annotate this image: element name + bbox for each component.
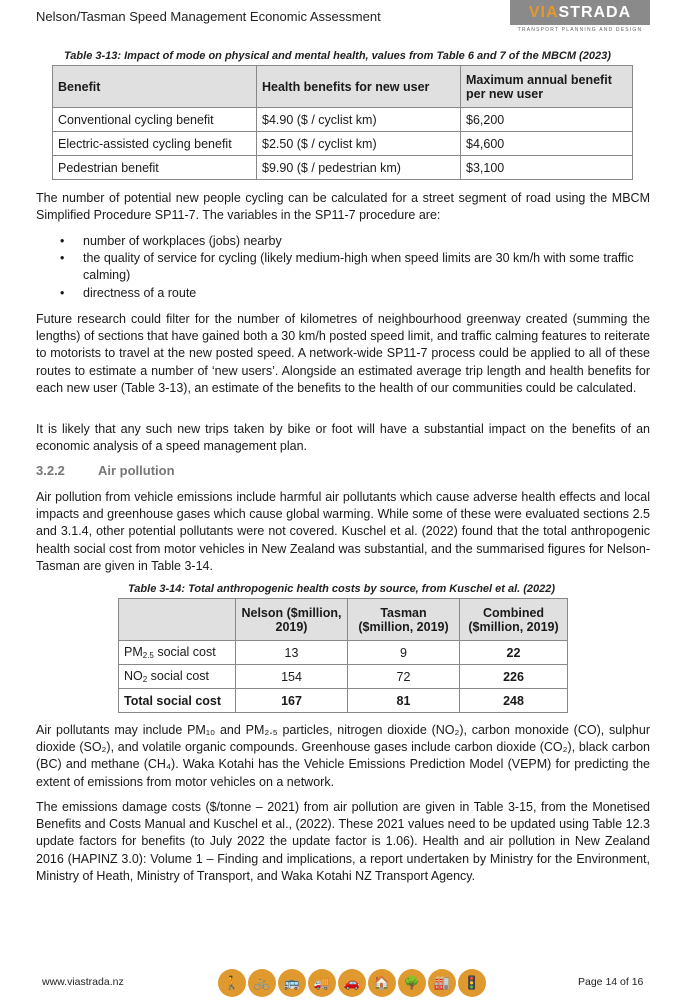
list-item-text: the quality of service for cycling (likely medium-high when speed limits are 30 km/h with some traffic calming) xyxy=(83,251,634,283)
list-item xyxy=(60,250,650,284)
row-label-rest: social cost xyxy=(153,645,216,659)
table-cell: 226 xyxy=(460,665,568,689)
row-label-main: PM xyxy=(124,645,143,659)
row-label-main: NO xyxy=(124,669,143,683)
car-icon: 🚗 xyxy=(338,969,366,997)
paragraph-future-research: Future research could filter for the number of kilometres of neighbourhood greenway created (summing the lengths) of sections that have gained both a 30 km/h posted speed limit, and traffic calming features to reiterate to motorists to travel at the new posted speed. A network-wide SP11-7 process could be applied to all of these routes to estimate a number of ‘new users’. Alongside an estimated average trip length and health benefits for each new user (Table 3-13), an estimate of the benefits to the health of our communities could be calculated. xyxy=(36,312,651,395)
table-cell: 81 xyxy=(348,689,460,713)
bullet-icon: • xyxy=(60,251,65,266)
row-label-rest: social cost xyxy=(147,669,210,683)
bullet-icon: • xyxy=(60,285,65,300)
pedestrian-icon: 🚶 xyxy=(218,969,246,997)
list-item xyxy=(60,285,650,302)
table-cell: $9.90 ($ / pedestrian km) xyxy=(257,156,461,180)
table-header-cell: Health benefits for new user xyxy=(257,66,461,108)
table-cell: 154 xyxy=(236,665,348,689)
table-cell: 22 xyxy=(460,641,568,665)
variables-list xyxy=(60,233,650,302)
paragraph-emissions-damage: The emissions damage costs ($/tonne – 2021) from air pollution are given in Table 3-15, from the Monetised Benefits and Costs Manual and Kuschel et al., (2022). These 2021 values need to be updated using Table 12.3 update factors for benefits (to July 2022 the update factor is 1.06). Health and air pollution in New Zealand 2016 (HAPINZ 3.0): Volume 1 – Finding and implications, a report undertaken by Ministry for the Environment, Ministry of Heath, Ministry of Transport, and Waka Kotahi NZ Transport Agency. xyxy=(36,800,650,883)
table-row xyxy=(53,132,633,156)
section-heading xyxy=(36,463,175,478)
table-header-cell: Combined ($million, 2019) xyxy=(460,599,568,641)
table-header-row xyxy=(53,66,633,108)
table1-caption: Table 3-13: Impact of mode on physical and mental health, values from Table 6 and 7 of the MBCM (2023) xyxy=(64,50,611,62)
table-cell: Pedestrian benefit xyxy=(53,156,257,180)
row-label-subscript: 2 xyxy=(142,675,148,684)
table-header-cell xyxy=(119,599,236,641)
table-row xyxy=(119,665,568,689)
table-row xyxy=(119,641,568,665)
table-cell: $3,100 xyxy=(461,156,633,180)
table-cell: Conventional cycling benefit xyxy=(53,108,257,132)
table-cell: $4.90 ($ / cyclist km) xyxy=(257,108,461,132)
table-cell: $6,200 xyxy=(461,108,633,132)
table-cell: $4,600 xyxy=(461,132,633,156)
bus-icon: 🚌 xyxy=(278,969,306,997)
house-icon: 🏠 xyxy=(368,969,396,997)
table-header-cell: Nelson ($million, 2019) xyxy=(236,599,348,641)
footer-url-link[interactable]: www.viastrada.nz xyxy=(42,976,124,988)
tree-icon: 🌳 xyxy=(398,969,426,997)
viastrada-logo[interactable] xyxy=(510,0,650,38)
row-label xyxy=(119,665,236,689)
paragraph-air-pollutants: Air pollutants may include PM₁₀ and PM₂.₅ particles, nitrogen dioxide (NO₂), carbon monoxide (CO), sulphur dioxide (SO₂), and volatile organic compounds. Greenhouse gases include carbon dioxide (CO₂), black carbon (BC) and methane (CH₄). Waka Kotahi has the Vehicle Emissions Prediction Model (VEPM) for predicting the extent of emissions from motor vehicles on a network. xyxy=(36,723,650,789)
table-row xyxy=(53,156,633,180)
paragraph-sp11-7: The number of potential new people cycling can be calculated for a street segment of road using the MBCM Simplified Procedure SP11-7. The variables in the SP11-7 procedure are: xyxy=(36,191,650,223)
logo-via: VIA xyxy=(528,4,559,21)
table-header-cell: Tasman ($million, 2019) xyxy=(348,599,460,641)
health-benefits-table xyxy=(52,65,633,180)
table-row-total xyxy=(119,689,568,713)
footer-mode-icons xyxy=(218,969,486,999)
bicycle-icon: 🚲 xyxy=(248,969,276,997)
paragraph-air-pollution: Air pollution from vehicle emissions include harmful air pollutants which cause adverse health effects and local impacts and greenhouse gases which cause global warming. While some of these were evaluated sections 2.5 and 3.1.4, other potential pollutants were not covered. Kuschel et al. (2022) found that the total anthropogenic health social cost from motor vehicles in New Zealand was substantial, and the summarised figures for Nelson-Tasman are given in Table 3-14. xyxy=(36,490,650,573)
logo-wordmark xyxy=(510,0,650,25)
row-label-subscript: 2.5 xyxy=(142,651,154,660)
table-header-row xyxy=(119,599,568,641)
row-label xyxy=(119,689,236,713)
table-cell: Electric-assisted cycling benefit xyxy=(53,132,257,156)
health-costs-table xyxy=(118,598,568,713)
paragraph-substantial-impact: It is likely that any such new trips taken by bike or foot will have a substantial impact on the benefits of an economic analysis of a speed management plan. xyxy=(36,422,650,454)
section-title: Air pollution xyxy=(98,463,175,478)
row-label-main: Total social cost xyxy=(124,693,222,708)
truck-icon: 🚚 xyxy=(308,969,336,997)
list-item-text: directness of a route xyxy=(83,285,197,300)
table-cell: $2.50 ($ / cyclist km) xyxy=(257,132,461,156)
table-cell: 13 xyxy=(236,641,348,665)
table-cell: 9 xyxy=(348,641,460,665)
table-header-cell: Benefit xyxy=(53,66,257,108)
table-header-cell: Maximum annual benefit per new user xyxy=(461,66,633,108)
table-cell: 167 xyxy=(236,689,348,713)
logo-strada: STRADA xyxy=(558,4,632,21)
page-number: Page 14 of 16 xyxy=(578,976,644,988)
factory-icon: 🏭 xyxy=(428,969,456,997)
list-item xyxy=(60,233,650,250)
table-row xyxy=(53,108,633,132)
bullet-icon: • xyxy=(60,234,65,248)
list-item-text: number of workplaces (jobs) nearby xyxy=(83,234,282,248)
row-label xyxy=(119,641,236,665)
traffic-light-icon: 🚦 xyxy=(458,969,486,997)
table-cell: 248 xyxy=(460,689,568,713)
header-title: Nelson/Tasman Speed Management Economic Assessment xyxy=(36,9,381,24)
logo-tagline: TRANSPORT PLANNING AND DESIGN xyxy=(517,27,643,33)
section-number: 3.2.2 xyxy=(36,463,65,478)
table2-caption: Table 3-14: Total anthropogenic health costs by source, from Kuschel et al. (2022) xyxy=(128,583,556,595)
table-cell: 72 xyxy=(348,665,460,689)
